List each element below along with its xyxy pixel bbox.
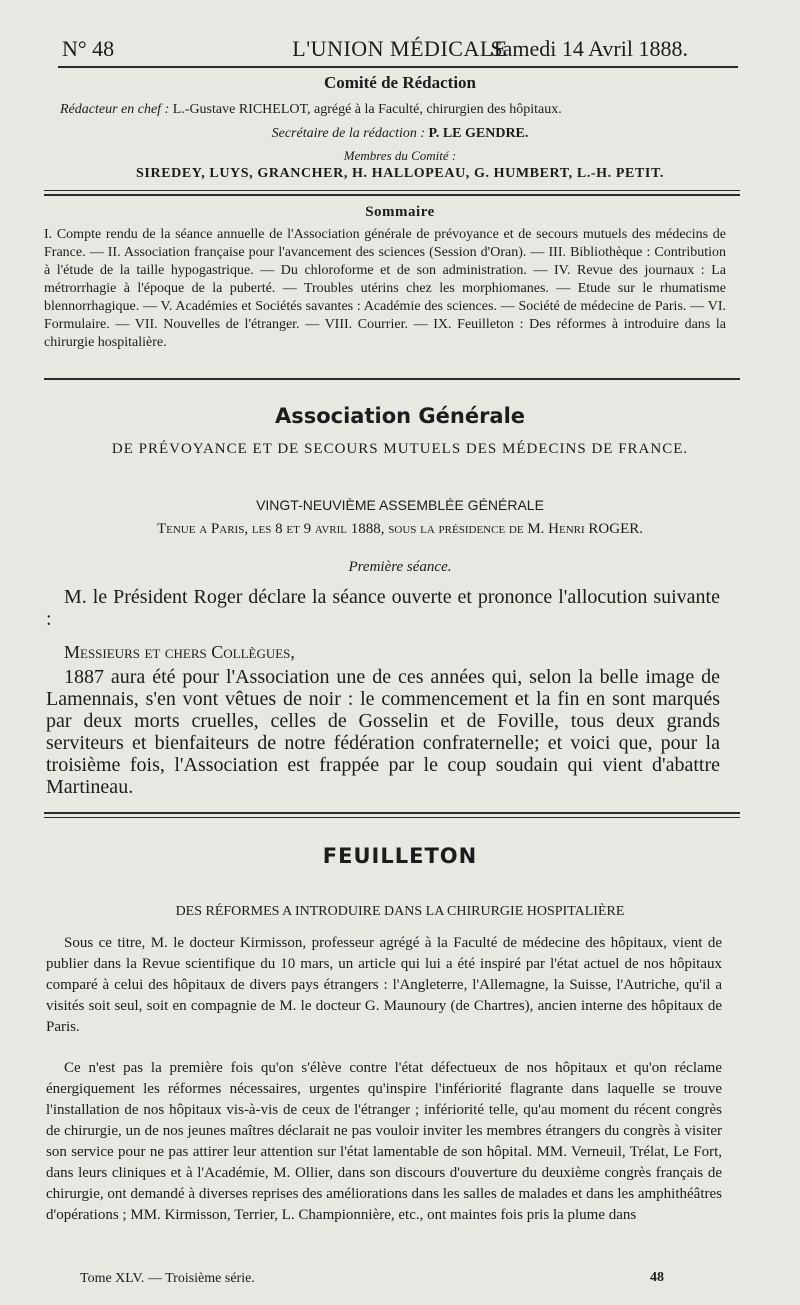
feuilleton-rule-top [44, 812, 740, 814]
association-subtitle: DE PRÉVOYANCE ET DE SECOURS MUTUELS DES MÉDECINS DE FRANCE. [111, 441, 689, 457]
issue-number: N° 48 [62, 36, 115, 61]
sommaire-title: Sommaire [365, 204, 435, 220]
seance-label: Première séance. [348, 559, 452, 575]
editor-line [60, 102, 740, 118]
speech-body: 1887 aura été pour l'Association une de ces années qui, selon la belle image de Lamennais, s'en vont vêtues de noir : le commencement et la fin en sont marqués par deux morts cruelles, celles de Gosselin et de Foville, tous deux grands serviteurs et bienfaiteurs de notre fédération confraternelle; et voici que, pour la troisième fois, l'Association est frappée par le coup soudain qui vient d'abattre Martineau. [46, 666, 720, 798]
committee-rule-top [44, 190, 740, 191]
header-rule [58, 66, 738, 68]
feuilleton-rule-bottom [44, 817, 740, 818]
association-title: Association Générale [274, 404, 526, 428]
speech-salutation: Messieurs et chers Collègues, [64, 642, 295, 662]
secretary-name: P. LE GENDRE. [428, 126, 529, 141]
footer-page-number: 48 [650, 1270, 664, 1285]
footer-volume: Tome XLV. — Troisième série. [80, 1271, 255, 1286]
members-label: Membres du Comité : [343, 148, 457, 163]
feuilleton-paragraph-1: Sous ce titre, M. le docteur Kirmisson, professeur agrégé à la Faculté de médecine des hôpitaux, vient de publier dans la Revue scientifique du 10 mars, un article qui lui a été inspiré par l'état actuel de nos hôpitaux comparé à celui des hôpitaux de divers pays étrangers : l'Angleterre, l'Allemagne, la Suisse, l'Autriche, qu'il a visités soit seul, soit en compagnie de M. le docteur G. Maunoury (de Chartres), ancien interne des hôpitaux de Paris. [46, 935, 722, 1035]
assembly-details: Tenue a Paris, les 8 et 9 avril 1888, sous la présidence de M. Henri ROGER. [156, 521, 643, 537]
editor-label: Rédacteur en chef : [60, 102, 170, 117]
members-list: SIREDEY, LUYS, GRANCHER, H. HALLOPEAU, G. HUMBERT, L.-H. PETIT. [136, 166, 664, 181]
committee-rule-bottom [44, 194, 740, 196]
issue-date: Samedi 14 Avril 1888. [490, 36, 688, 61]
feuilleton-paragraph-2: Ce n'est pas la première fois qu'on s'élève contre l'état défectueux de nos hôpitaux et qu'on réclame énergiquement les réformes nécessaires, urgentes qu'inspire l'infériorité flagrante dans laquelle se trouve l'installation de nos hôpitaux vis-à-vis de ceux de l'étranger ; infériorité telle, qu'au moment du récent congrès de chirurgie, un de nos jeunes maîtres déclarait ne pas vouloir inviter les membres étrangers du congrès à visiter son service pour ne pas attirer leur attention sur l'état lamentable de son hôpital. MM. Verneuil, Trélat, Le Fort, dans leurs cliniques et à l'Académie, M. Ollier, dans son discours d'ouverture du deuxième congrès français de chirurgie, ont demandé à diverses reprises des améliorations dans les salles de malades et dans les amphithéâtres d'opérations ; MM. Kirmisson, Terrier, L. Championnière, etc., ont maintes fois pris la plume dans [46, 1060, 722, 1223]
sommaire-rule [44, 378, 740, 380]
journal-title: L'UNION MÉDICALE [292, 36, 508, 61]
secretary-line [0, 126, 800, 142]
assembly-title: VINGT-NEUVIÈME ASSEMBLÉE GÉNÉRALE [256, 497, 544, 513]
feuilleton-title: FEUILLETON [322, 844, 478, 868]
sommaire-text: I. Compte rendu de la séance annuelle de l'Association générale de prévoyance et de secours mutuels des médecins de France. — II. Association française pour l'avancement des sciences (Session d'Oran). — III. Bibliothèque : Contribution à l'étude de la taille hypogastrique. — Du chloroforme et de son administration. — IV. Revue des journaux : La métrorrhagie à l'époque de la puberté. — Troubles utérins chez les morphiomanes. — Etude sur le rhumatisme blennorrhagique. — V. Académies et Sociétés savantes : Académie des sciences. — Société de médecine de Paris. — VI. Formulaire. — VII. Nouvelles de l'étranger. — VIII. Courrier. — IX. Feuilleton : Des réformes à introduire dans la chirurgie hospitalière. [44, 227, 726, 350]
secretary-label: Secrétaire de la rédaction : [271, 126, 426, 141]
committee-title: Comité de Rédaction [323, 73, 477, 92]
feuilleton-subtitle: DES RÉFORMES A INTRODUIRE DANS LA CHIRURGIE HOSPITALIÈRE [175, 904, 625, 919]
editor-text: L.-Gustave RICHELOT, agrégé à la Faculté, chirurgien des hôpitaux. [172, 102, 562, 117]
speech-intro: M. le Président Roger déclare la séance ouverte et prononce l'allocution suivante : [46, 586, 720, 630]
